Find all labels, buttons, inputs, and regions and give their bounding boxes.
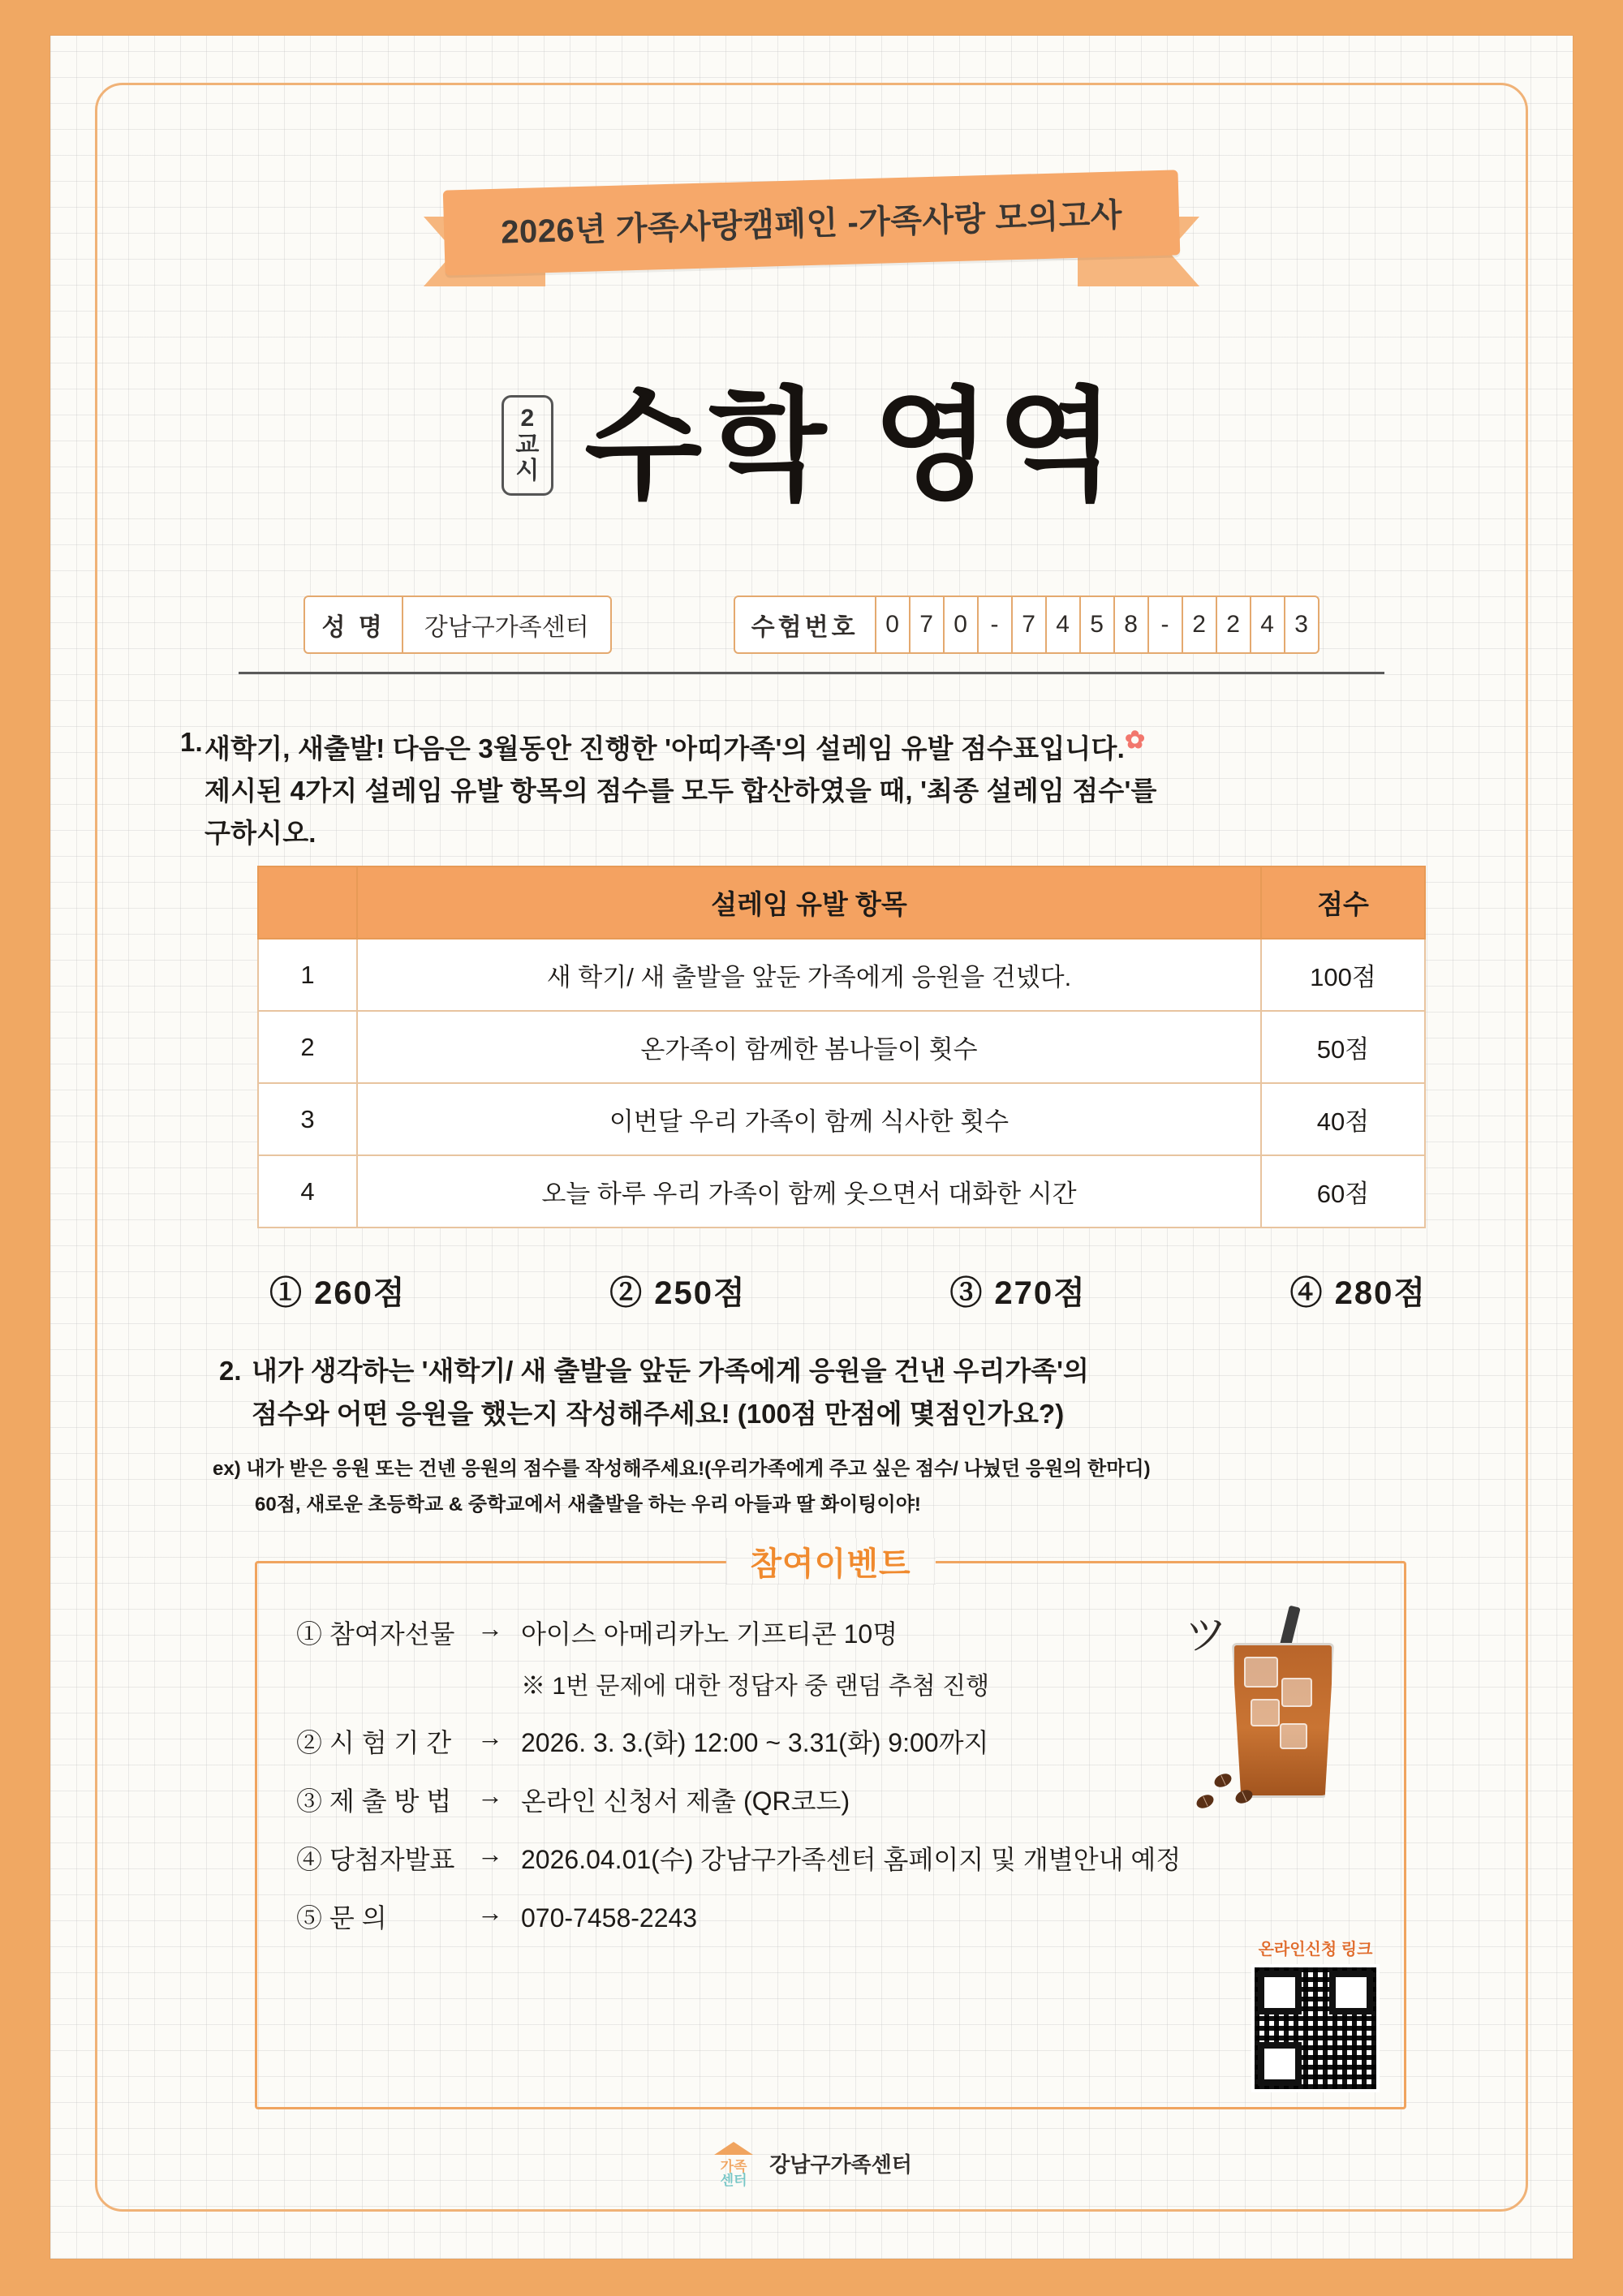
cell-item: 이번달 우리 가족이 함께 식사한 횟수 xyxy=(357,1083,1261,1155)
cell-item: 오늘 하루 우리 가족이 함께 웃으면서 대화한 시간 xyxy=(357,1155,1261,1228)
name-value: 강남구가족센터 xyxy=(424,614,589,641)
event-label-text: ④ 당첨자발표 xyxy=(296,1845,455,1874)
choice-1[interactable]: ① 260점 xyxy=(269,1275,407,1311)
ice-cube xyxy=(1280,1723,1307,1749)
logo-text-2: 센터 xyxy=(720,2173,747,2188)
flower-icon: ✿ xyxy=(1124,727,1146,754)
event-value-contact: 070-7458-2243 xyxy=(521,1903,698,1933)
table-row xyxy=(258,1155,1425,1228)
event-label-text: ⑤ 문 의 xyxy=(296,1903,387,1933)
period-line-1: 2 xyxy=(520,405,536,432)
event-value-period: 2026. 3. 3.(화) 12:00 ~ 3.31(화) 9:00까지 xyxy=(521,1728,989,1757)
cell-index: 1 xyxy=(258,939,357,1011)
period-box xyxy=(502,395,553,495)
cell-index: 4 xyxy=(258,1155,357,1228)
digit: 0 xyxy=(945,597,979,652)
event-value-gift: 아이스 아메리카노 기프티콘 10명 xyxy=(521,1619,898,1649)
table-header-index xyxy=(258,866,357,939)
ice-cube xyxy=(1251,1699,1280,1726)
qr-eye xyxy=(1258,1971,1302,2014)
event-label-text: ② 시 험 기 간 xyxy=(296,1728,452,1757)
exam-number-digits xyxy=(876,597,1318,652)
cell-score: 40점 xyxy=(1261,1083,1425,1155)
swirl-decoration-icon: ツ xyxy=(1185,1611,1228,1660)
footer xyxy=(50,2142,1573,2188)
event-label-text: ③ 제 출 방 법 xyxy=(296,1786,452,1816)
question-1-text-1: 새학기, 새출발! 다음은 3월동안 진행한 '아띠가족'의 설레임 유발 점수표입니다. xyxy=(204,733,1125,763)
choice-4[interactable]: ④ 280점 xyxy=(1289,1275,1427,1311)
qr-section[interactable] xyxy=(1251,1936,1380,2092)
ribbon-banner xyxy=(50,180,1573,302)
question-2-number: 2. xyxy=(219,1356,242,1386)
event-title: 참여이벤트 xyxy=(725,1538,935,1584)
iced-coffee-icon xyxy=(1185,1586,1371,1821)
score-table xyxy=(257,866,1426,1228)
table-header-score: 점수 xyxy=(1261,866,1425,939)
qr-code-icon[interactable] xyxy=(1251,1964,1380,2092)
qr-caption: 온라인신청 링크 xyxy=(1258,1941,1373,1958)
question-2-example xyxy=(213,1451,1459,1524)
event-label-announce xyxy=(296,1839,503,1877)
event-label-gift xyxy=(296,1614,503,1651)
question-1 xyxy=(180,721,1451,854)
question-2 xyxy=(219,1350,1459,1436)
digit: 8 xyxy=(1115,597,1149,652)
digit: 7 xyxy=(911,597,945,652)
cell-score: 60점 xyxy=(1261,1155,1425,1228)
cell-index: 2 xyxy=(258,1011,357,1083)
coffee-bean-icon xyxy=(1195,1792,1216,1811)
coffee-bean-icon xyxy=(1212,1771,1233,1790)
digit: 4 xyxy=(1251,597,1285,652)
answer-choices xyxy=(269,1267,1427,1314)
digit: 2 xyxy=(1183,597,1217,652)
question-1-line-1 xyxy=(204,721,1451,770)
logo-text-1: 가족 xyxy=(720,2159,747,2174)
table-row xyxy=(258,939,1425,1011)
exam-number-field xyxy=(734,595,1319,654)
example-line-2: 60점, 새로운 초등학교 & 중학교에서 새출발을 하는 우리 아들과 딸 화이팅이야! xyxy=(255,1494,921,1516)
event-note: ※ 1번 문제에 대한 정답자 중 랜덤 추첨 진행 xyxy=(521,1673,990,1700)
cell-item: 온가족이 함께한 봄나들이 횟수 xyxy=(357,1011,1261,1083)
event-label-contact xyxy=(296,1898,503,1935)
choice-3[interactable]: ③ 270점 xyxy=(949,1275,1087,1311)
digit: 4 xyxy=(1047,597,1081,652)
question-1-line-3: 구하시오. xyxy=(204,818,316,849)
page-title: 수학 영역 xyxy=(584,377,1121,514)
digit: 3 xyxy=(1294,611,1308,638)
qr-eye xyxy=(1258,2042,1302,2086)
campaign-title: 2026년 가족사랑캠페인 -가족사랑 모의고사 xyxy=(443,170,1180,275)
arrow-icon: → xyxy=(477,1898,503,1927)
event-box xyxy=(255,1546,1406,2109)
coffee-cup-icon xyxy=(1232,1643,1334,1798)
digit: 7 xyxy=(1013,597,1047,652)
question-1-line-2: 제시된 4가지 설레임 유발 항목의 점수를 모두 합산하였을 때, '최종 설레임 점수'를 xyxy=(204,776,1157,806)
exam-id-row xyxy=(50,595,1573,654)
list-item xyxy=(296,1839,1380,1877)
cell-score: 50점 xyxy=(1261,1011,1425,1083)
cell-score: 100점 xyxy=(1261,939,1425,1011)
example-line-1: ex) 내가 받은 응원 또는 건넨 응원의 점수를 작성해주세요!(우리가족에게 주고 싶은 점수/ 나눴던 응원의 한마디) xyxy=(213,1458,1151,1480)
list-item xyxy=(296,1898,1380,1935)
digit: - xyxy=(1149,597,1183,652)
digit: - xyxy=(979,597,1013,652)
ice-cube xyxy=(1281,1678,1312,1707)
choice-2[interactable]: ② 250점 xyxy=(609,1275,747,1311)
period-line-2: 교 xyxy=(515,431,540,458)
cell-index: 3 xyxy=(258,1083,357,1155)
question-2-line-1: 내가 생각하는 '새학기/ 새 출발을 앞둔 가족에게 응원을 건낸 우리가족'의 xyxy=(252,1356,1089,1386)
arrow-icon: → xyxy=(477,1839,503,1868)
center-logo-icon xyxy=(711,2142,756,2188)
event-value-announce: 2026.04.01(수) 강남구가족센터 홈페이지 및 개별안내 예정 xyxy=(521,1845,1182,1874)
table-header-item: 설레임 유발 항목 xyxy=(357,866,1261,939)
table-row xyxy=(258,1011,1425,1083)
event-value-submit: 온라인 신청서 제출 (QR코드) xyxy=(521,1786,850,1816)
exam-number-label: 수험번호 xyxy=(735,597,876,652)
name-field xyxy=(304,595,611,654)
headline-row xyxy=(50,377,1573,514)
period-line-3: 시 xyxy=(515,458,540,485)
cell-item: 새 학기/ 새 출발을 앞둔 가족에게 응원을 건넸다. xyxy=(357,939,1261,1011)
digit: 0 xyxy=(876,597,911,652)
digit: 5 xyxy=(1081,597,1115,652)
question-2-line-2: 점수와 어떤 응원을 했는지 작성해주세요! (100점 만점에 몇점인가요?) xyxy=(252,1398,1065,1429)
event-label-period xyxy=(296,1722,503,1760)
divider-rule xyxy=(239,672,1384,674)
arrow-icon: → xyxy=(477,1722,503,1752)
arrow-icon: → xyxy=(477,1614,503,1643)
question-1-number: 1. xyxy=(180,727,203,757)
poster-page xyxy=(50,36,1573,2259)
logo-roof xyxy=(714,2142,753,2155)
table-row xyxy=(258,1083,1425,1155)
organization-name: 강남구가족센터 xyxy=(769,2152,912,2177)
ice-cube xyxy=(1244,1657,1278,1688)
event-label-text: ① 참여자선물 xyxy=(296,1619,455,1649)
qr-eye xyxy=(1329,1971,1373,2014)
name-label: 성 명 xyxy=(305,597,403,652)
digit: 2 xyxy=(1217,597,1251,652)
event-label-submit xyxy=(296,1781,503,1818)
arrow-icon: → xyxy=(477,1781,503,1810)
table-header-row xyxy=(258,866,1425,939)
